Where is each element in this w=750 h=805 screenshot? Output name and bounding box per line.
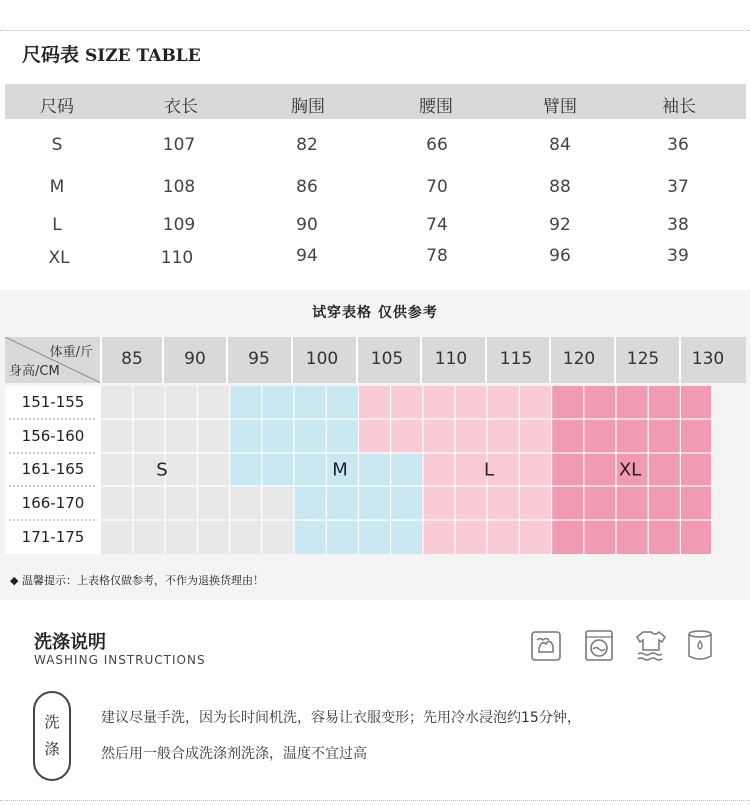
trial-table-title: 试穿表格 仅供参考 (312, 305, 438, 321)
header-waist: 腰围 (419, 97, 453, 117)
bleach-icon (686, 628, 714, 662)
table-cell: 96 (549, 246, 571, 266)
table-cell: 94 (296, 246, 318, 266)
header-length: 衣长 (164, 97, 198, 117)
table-cell: 86 (296, 177, 318, 197)
washing-title: 洗涤说明 (34, 632, 106, 653)
size-table-title-en: SIZE TABLE (85, 46, 201, 66)
table-cell: 82 (296, 135, 318, 155)
table-cell: 39 (667, 246, 689, 266)
weight-label: 85 (121, 349, 143, 369)
header-chest: 胸围 (291, 97, 325, 117)
header-size: 尺码 (40, 97, 74, 117)
weight-label: 130 (691, 349, 725, 369)
size-table-header (5, 84, 746, 119)
trial-table-header (5, 337, 746, 383)
table-cell: S (51, 135, 63, 155)
size-label-l: L (483, 459, 495, 481)
height-row-label: 156-160 (5, 419, 101, 453)
height-row-label: 161-165 (5, 453, 101, 486)
badge-char: 洗 (44, 713, 60, 731)
corner-weight-label: 体重/斤 (49, 345, 93, 360)
washing-line-1: 建议尽量手洗，因为长时间机洗，容易让衣服变形；先用冷水浸泡约15分钟， (101, 710, 581, 726)
weight-label: 100 (305, 349, 339, 369)
weight-label: 120 (562, 349, 596, 369)
disclaimer-tip: ◆ 温馨提示：上表格仅做参考，不作为退换货理由！ (10, 574, 264, 587)
size-table-title-cn: 尺码表 (22, 44, 80, 66)
size-label-m: M (332, 459, 348, 481)
table-cell: 109 (162, 215, 196, 235)
size-block (229, 486, 293, 520)
size-block (357, 386, 421, 453)
table-cell: 36 (667, 135, 689, 155)
table-cell: 88 (549, 177, 571, 197)
table-cell: 84 (549, 135, 571, 155)
height-row-label: 171-175 (5, 520, 101, 554)
table-cell: M (49, 177, 65, 197)
washing-badge (33, 691, 71, 781)
table-cell: 78 (426, 246, 448, 266)
size-block (229, 386, 293, 486)
table-cell: L (52, 215, 62, 235)
washing-line-2: 然后用一般合成洗涤剂洗涤，温度不宜过高 (101, 746, 367, 762)
weight-label: 125 (626, 349, 660, 369)
weight-label: 90 (184, 349, 206, 369)
weight-label: 105 (370, 349, 404, 369)
table-cell: 38 (667, 215, 689, 235)
weight-label: 95 (248, 349, 270, 369)
corner-height-label: 身高/CM (9, 364, 60, 379)
washing-subtitle: WASHING INSTRUCTIONS (34, 653, 206, 667)
table-cell: 37 (667, 177, 689, 197)
iron-icon (634, 628, 668, 662)
height-row-label: 151-155 (5, 386, 101, 419)
size-label-xl: XL (618, 459, 642, 481)
hand-wash-icon (530, 628, 562, 662)
height-row-label: 166-170 (5, 486, 101, 520)
weight-label: 115 (499, 349, 533, 369)
table-cell: 70 (426, 177, 448, 197)
trial-table (5, 337, 746, 554)
size-label-s: S (156, 459, 168, 481)
top-divider (0, 30, 750, 31)
table-cell: 107 (162, 135, 196, 155)
weight-label: 110 (434, 349, 468, 369)
table-cell: 110 (160, 248, 194, 268)
bottom-divider (0, 800, 750, 801)
badge-char: 涤 (44, 740, 60, 758)
size-block (357, 453, 421, 554)
size-block (229, 520, 293, 554)
header-sleeve: 袖长 (662, 97, 696, 117)
table-cell: 90 (296, 215, 318, 235)
table-cell: XL (48, 248, 70, 268)
table-cell: 66 (426, 135, 448, 155)
machine-wash-icon (583, 628, 615, 662)
table-cell: 92 (549, 215, 571, 235)
table-cell: 74 (426, 215, 448, 235)
size-table-title (22, 40, 201, 67)
table-cell: 108 (162, 177, 196, 197)
header-arm: 臂围 (543, 97, 577, 117)
